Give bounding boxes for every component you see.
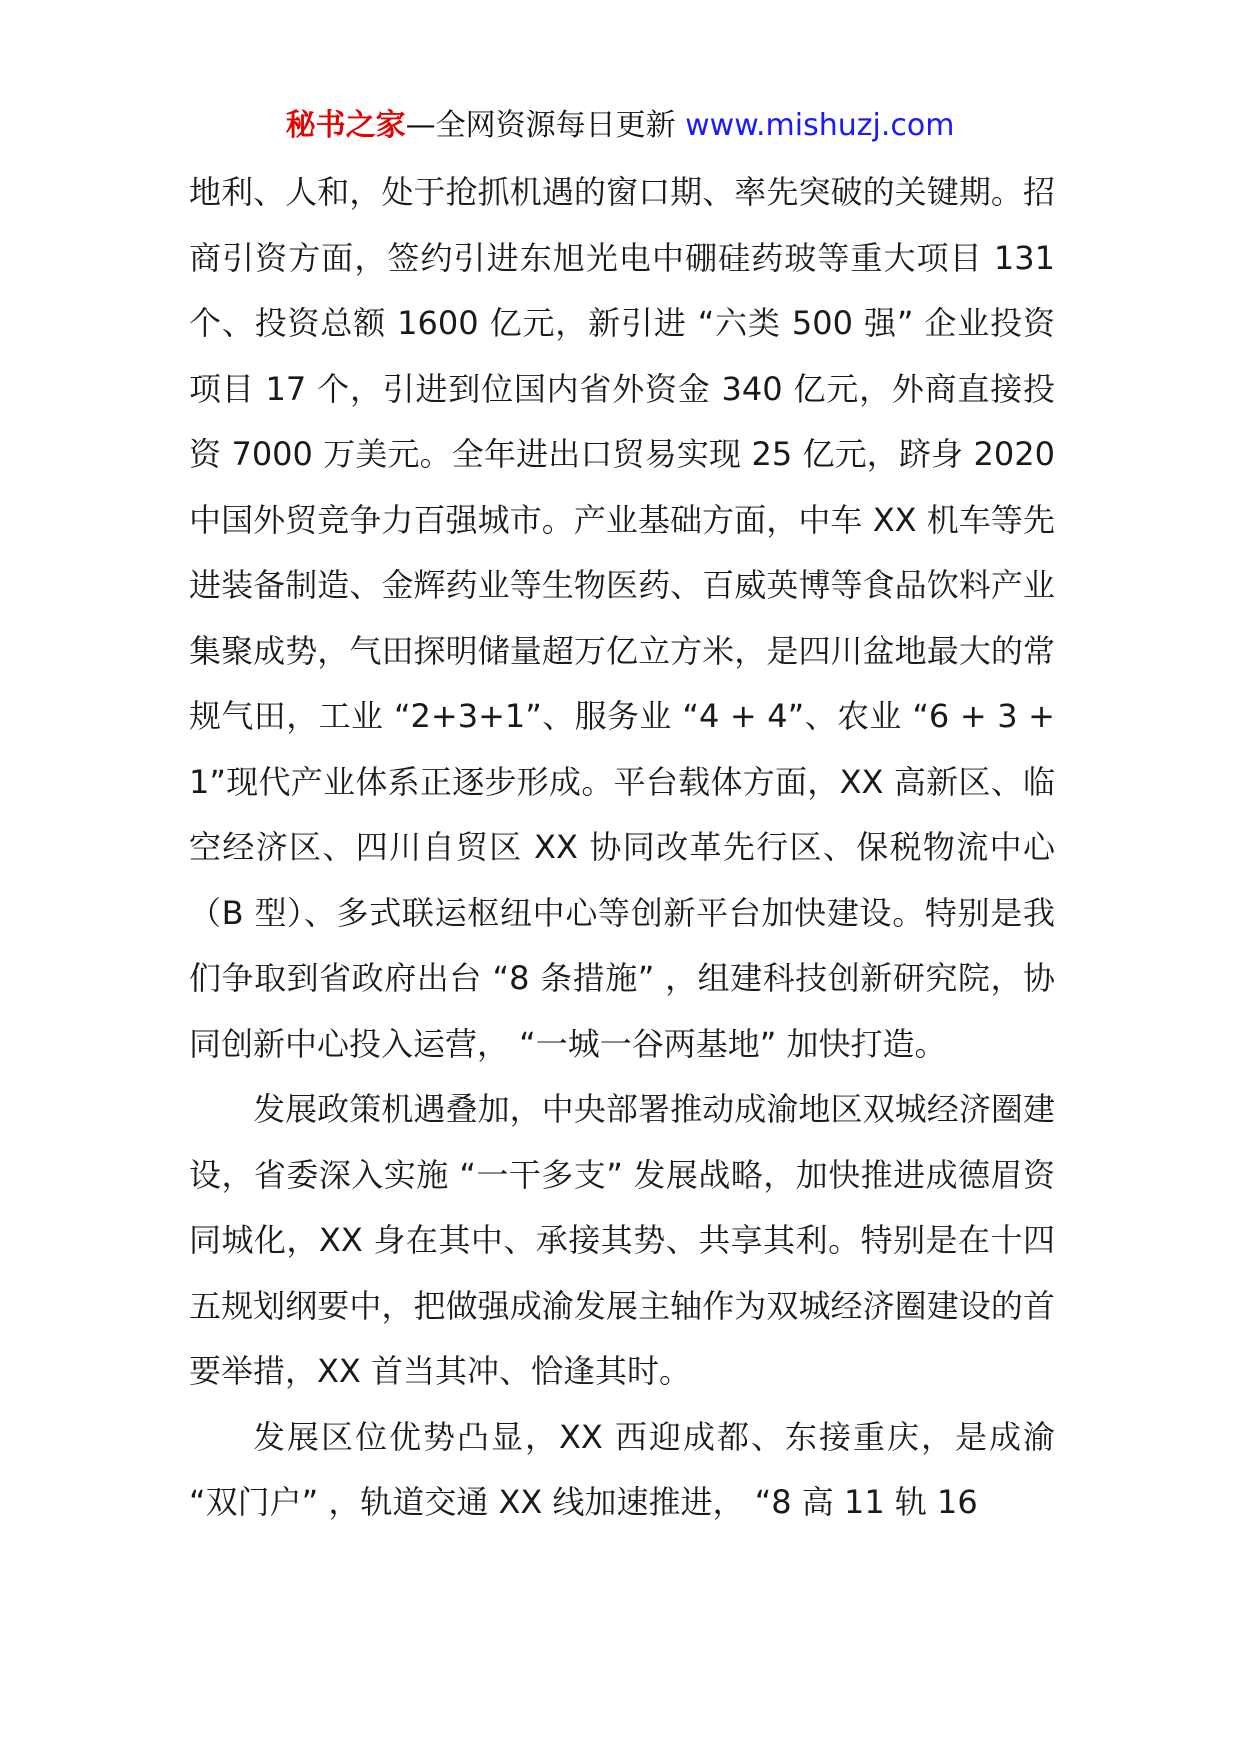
header-tagline: —全网资源每日更新 xyxy=(405,108,686,143)
paragraph-continuation: 地利、人和，处于抢抓机遇的窗口期、率先突破的关键期。招商引资方面，签约引进东旭光电中硼硅药玻等重大项目 131 个、投资总额 1600 亿元，新引进 “六类 500 强” 企业投资项目 17 个，引进到位国内省外资金 340 亿元，外商直接投资 7000 万美元。全年进出口贸易实现 25 亿元，跻身 2020 中国外贸竞争力百强城市。产业基础方面，中车 XX 机车等先进装备制造、金辉药业等生物医药、百威英博等食品饮料产业集聚成势，气田探明储量超万亿立方米，是四川盆地最大的常规气田，工业 “2+3+1”、服务业 “4 + 4”、农业 “6 + 3 + 1”现代产业体系正逐步形成。平台载体方面，XX 高新区、临空经济区、四川自贸区 XX 协同改革先行区、保税物流中心（B 型）、多式联运枢纽中心等创新平台加快建设。特别是我们争取到省政府出台 “8 条措施” ，组建科技创新研究院，协同创新中心投入运营， “一城一谷两基地” 加快打造。 xyxy=(189,173,1055,1063)
site-url-link[interactable]: www.mishuzj.com xyxy=(685,108,955,143)
paragraph-policy-opportunity: 发展政策机遇叠加，中央部署推动成渝地区双城经济圈建设，省委深入实施 “一干多支” 发展战略，加快推进成德眉资同城化，XX 身在其中、承接其势、共享其利。特别是在十四五规划纲要中，把做强成渝发展主轴作为双城经济圈建设的首要举措，XX 首当其冲、恰逢其时。 xyxy=(189,1090,1055,1390)
brand-name: 秘书之家 xyxy=(285,108,406,143)
paragraph-location-advantage: 发展区位优势凸显，XX 西迎成都、东接重庆，是成渝 “双门户” ，轨道交通 XX 线加速推进， “8 高 11 轨 16 xyxy=(189,1417,1055,1521)
document-body xyxy=(189,160,1055,1536)
page-header xyxy=(0,104,1240,148)
